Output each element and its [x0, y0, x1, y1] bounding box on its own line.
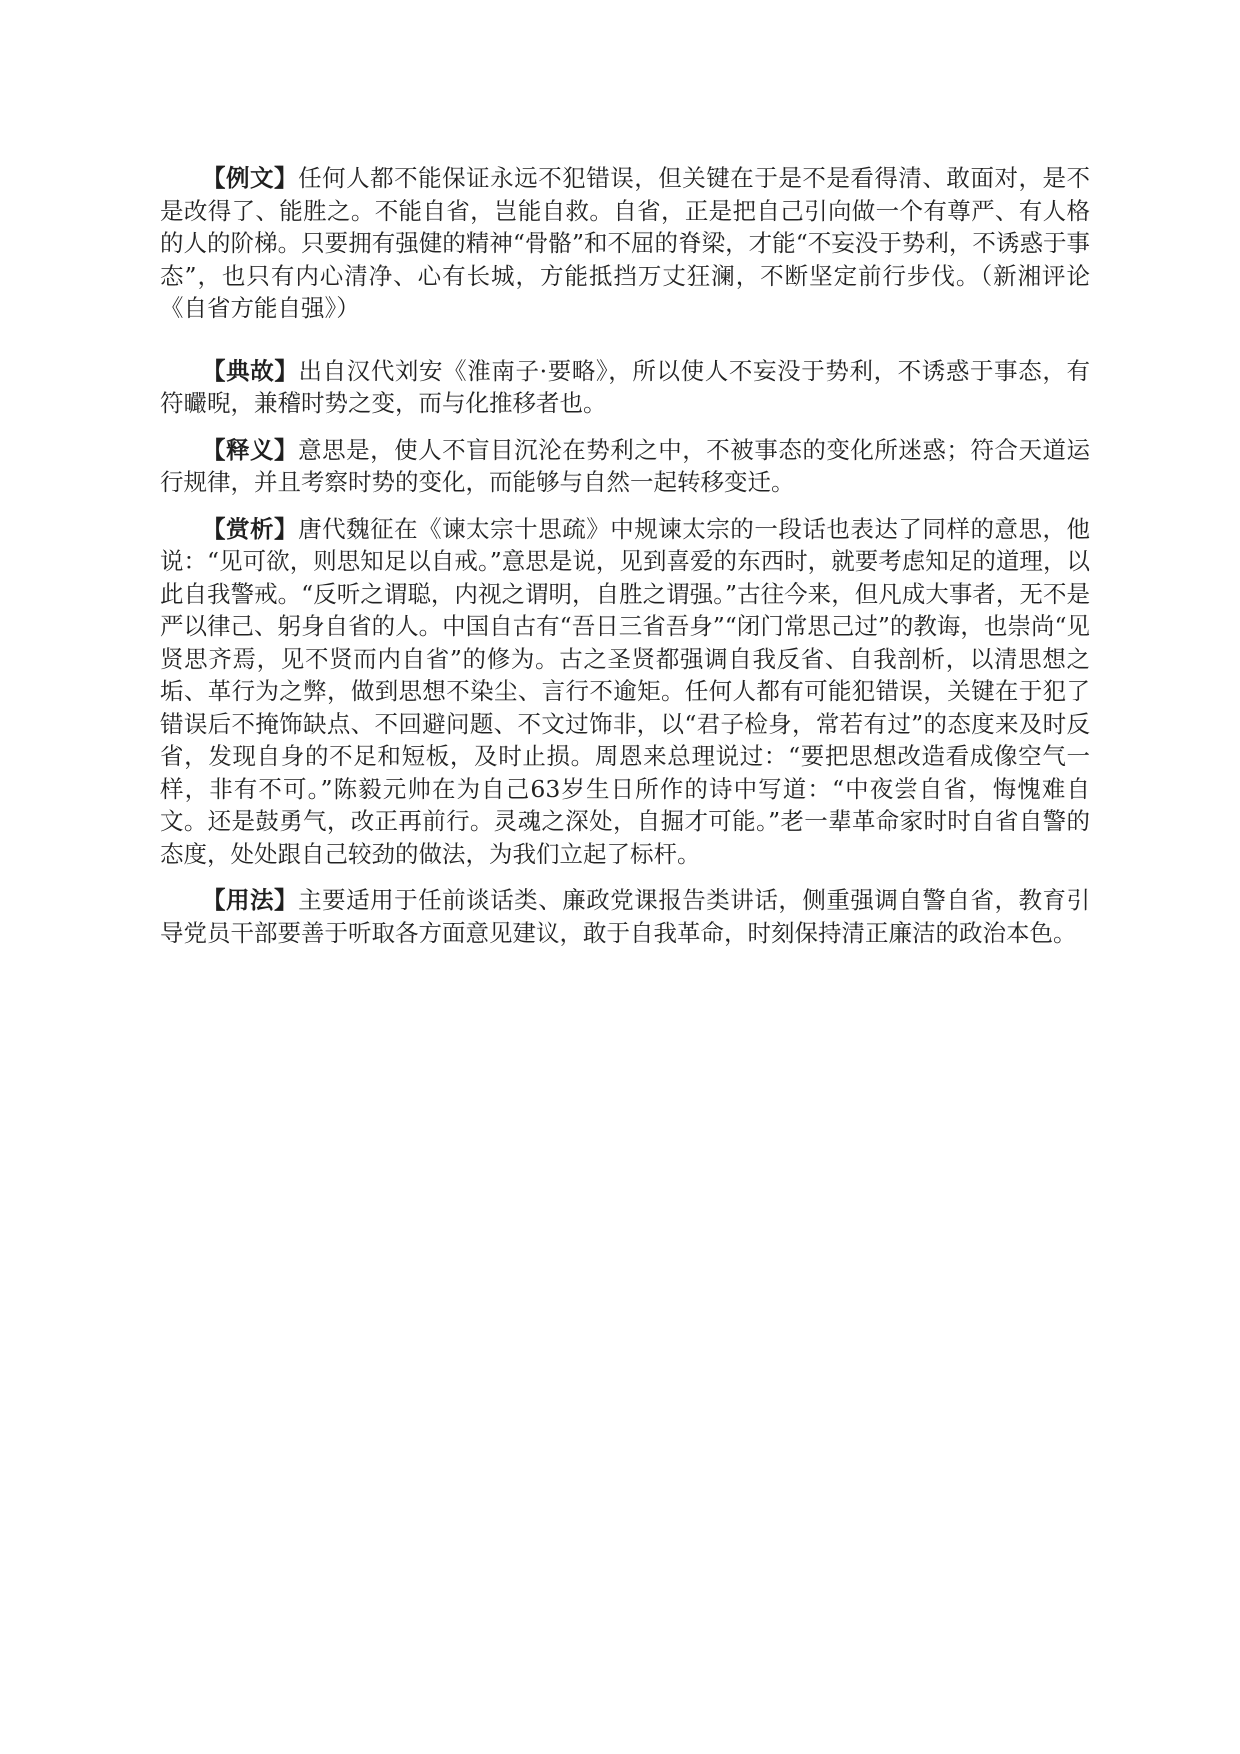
usage-text: 主要适用于任前谈话类、廉政党课报告类讲话，侧重强调自警自省，教育引导党员干部要善于听取各方面意见建议，敢于自我革命，时刻保持清正廉洁的政治本色。 [160, 886, 1091, 947]
allusion-text: 出自汉代刘安《淮南子·要略》，所以使人不妄没于势利，不诱惑于事态，有符曮晲，兼稽时势之变，而与化推移者也。 [160, 356, 1090, 417]
example-source: （新湘评论《自省方能自强》） [160, 261, 1091, 322]
paragraph-allusion [160, 355, 1090, 420]
paragraph-usage [160, 884, 1090, 949]
appreciation-text: 唐代魏征在《谏太宗十思疏》中规谏太宗的一段话也表达了同样的意思，他说：“见可欲，则思知足以自戒。”意思是说，见到喜爱的东西时，就要考虑知足的道理，以此自我警戒。“反听之谓聪，内视之谓明，自胜之谓强。”古往今来，但凡成大事者，无不是严以律己、躬身自省的人。中国自古有“吾日三省吾身”“闭门常思己过”的教诲，也崇尚“见贤思齐焉，见不贤而内自省”的修为。古之圣贤都强调自我反省、自我剖析，以清思想之垢、革行为之弊，做到思想不染尘、言行不逾矩。任何人都有可能犯错误，关键在于犯了错误后不掩饰缺点、不回避问题、不文过饰非，以“君子检身，常若有过”的态度来及时反省，发现自身的不足和短板，及时止损。周恩来总理说过：“要把思想改造看成像空气一样，非有不可。”陈毅元帅在为自己63岁生日所作的诗中写道：“中夜尝自省，悔愧难自文。还是鼓勇气，改正再前行。灵魂之深处，自掘才可能。”老一辈革命家时时自省自警的态度，处处跟自己较劲的做法，为我们立起了标杆。 [160, 514, 1091, 868]
paragraph-example [160, 162, 1090, 325]
interpretation-tag: 【释义】 [202, 435, 299, 464]
allusion-tag: 【典故】 [202, 356, 299, 385]
usage-tag: 【用法】 [202, 886, 299, 914]
example-tag: 【例文】 [202, 164, 299, 192]
paragraph-appreciation [160, 513, 1090, 871]
example-text: 任何人都不能保证永远不犯错误，但关键在于是不是看得清、敢面对，是不是改得了、能胜之。不能自省，岂能自救。自省，正是把自己引向做一个有尊严、有人格的人的阶梯。只要拥有强健的精神“骨骼”和不屈的脊梁，才能“不妄没于势利，不诱惑于事态”，也只有内心清净、心有长城，方能抵挡万丈狂澜，不断坚定前行步伐。 [160, 164, 1091, 290]
interpretation-text: 意思是，使人不盲目沉沦在势利之中，不被事态的变化所迷惑；符合天道运行规律，并且考察时势的变化，而能够与自然一起转移变迁。 [160, 435, 1091, 496]
appreciation-tag: 【赏析】 [202, 514, 299, 543]
document-body [160, 162, 1090, 949]
paragraph-interpretation [160, 434, 1090, 499]
